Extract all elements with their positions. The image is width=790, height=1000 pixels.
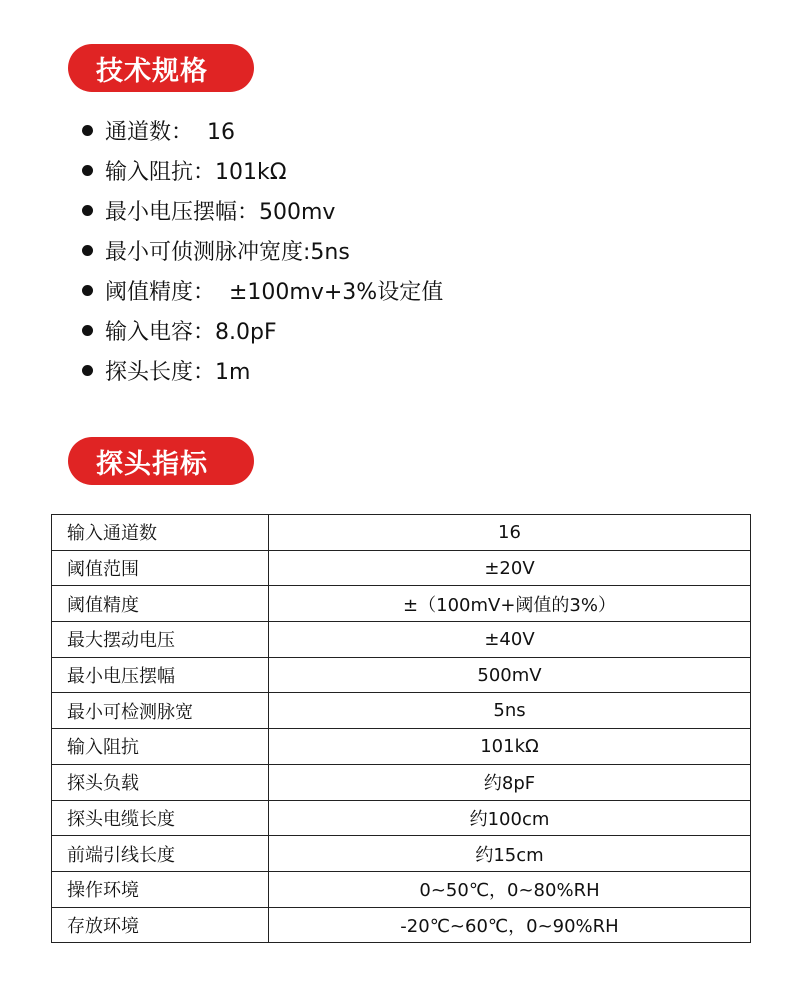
tech-spec-list xyxy=(82,110,443,390)
table-row xyxy=(52,729,751,765)
param-cell: 最小可检测脉宽 xyxy=(52,693,269,729)
probe-spec-table xyxy=(51,514,751,943)
param-cell: 输入阻抗 xyxy=(52,729,269,765)
table-row xyxy=(52,836,751,872)
table-row xyxy=(52,693,751,729)
spec-text: 探头长度：1m xyxy=(105,359,251,385)
value-cell: ±（100mV+阈值的3%） xyxy=(269,586,751,622)
section-title: 技术规格 xyxy=(96,55,208,87)
bullet-icon xyxy=(82,285,93,296)
value-cell: 约100cm xyxy=(269,800,751,836)
list-item xyxy=(82,110,443,150)
spec-text: 输入电容：8.0pF xyxy=(105,319,277,345)
value-cell: 101kΩ xyxy=(269,729,751,765)
table-row xyxy=(52,550,751,586)
list-item xyxy=(82,190,443,230)
value-cell: 约8pF xyxy=(269,764,751,800)
section-header-tech-specs xyxy=(68,44,254,92)
param-cell: 操作环境 xyxy=(52,871,269,907)
value-cell: 5ns xyxy=(269,693,751,729)
value-cell: ±20V xyxy=(269,550,751,586)
list-item xyxy=(82,310,443,350)
param-cell: 存放环境 xyxy=(52,907,269,943)
spec-text: 通道数： 16 xyxy=(105,119,235,145)
param-cell: 阈值精度 xyxy=(52,586,269,622)
section-title: 探头指标 xyxy=(96,448,208,480)
param-cell: 输入通道数 xyxy=(52,515,269,551)
section-header-probe-specs xyxy=(68,437,254,485)
bullet-icon xyxy=(82,205,93,216)
param-cell: 阈值范围 xyxy=(52,550,269,586)
bullet-icon xyxy=(82,365,93,376)
value-cell: 0~50℃，0~80%RH xyxy=(269,871,751,907)
list-item xyxy=(82,230,443,270)
table-row xyxy=(52,515,751,551)
bullet-icon xyxy=(82,125,93,136)
value-cell: 16 xyxy=(269,515,751,551)
value-cell: ±40V xyxy=(269,622,751,658)
table-row xyxy=(52,907,751,943)
value-cell: 500mV xyxy=(269,657,751,693)
table-row xyxy=(52,586,751,622)
spec-text: 最小可侦测脉冲宽度:5ns xyxy=(105,239,350,265)
table-row xyxy=(52,871,751,907)
table-row xyxy=(52,800,751,836)
table-row xyxy=(52,764,751,800)
value-cell: -20℃~60℃，0~90%RH xyxy=(269,907,751,943)
bullet-icon xyxy=(82,325,93,336)
value-cell: 约15cm xyxy=(269,836,751,872)
bullet-icon xyxy=(82,165,93,176)
list-item xyxy=(82,150,443,190)
spec-text: 最小电压摆幅：500mv xyxy=(105,199,336,225)
list-item xyxy=(82,350,443,390)
table-row xyxy=(52,657,751,693)
param-cell: 前端引线长度 xyxy=(52,836,269,872)
table-row xyxy=(52,622,751,658)
bullet-icon xyxy=(82,245,93,256)
spec-text: 输入阻抗：101kΩ xyxy=(105,159,287,185)
list-item xyxy=(82,270,443,310)
param-cell: 探头负载 xyxy=(52,764,269,800)
param-cell: 最大摆动电压 xyxy=(52,622,269,658)
param-cell: 最小电压摆幅 xyxy=(52,657,269,693)
spec-text: 阈值精度： ±100mv+3%设定值 xyxy=(105,279,444,305)
param-cell: 探头电缆长度 xyxy=(52,800,269,836)
